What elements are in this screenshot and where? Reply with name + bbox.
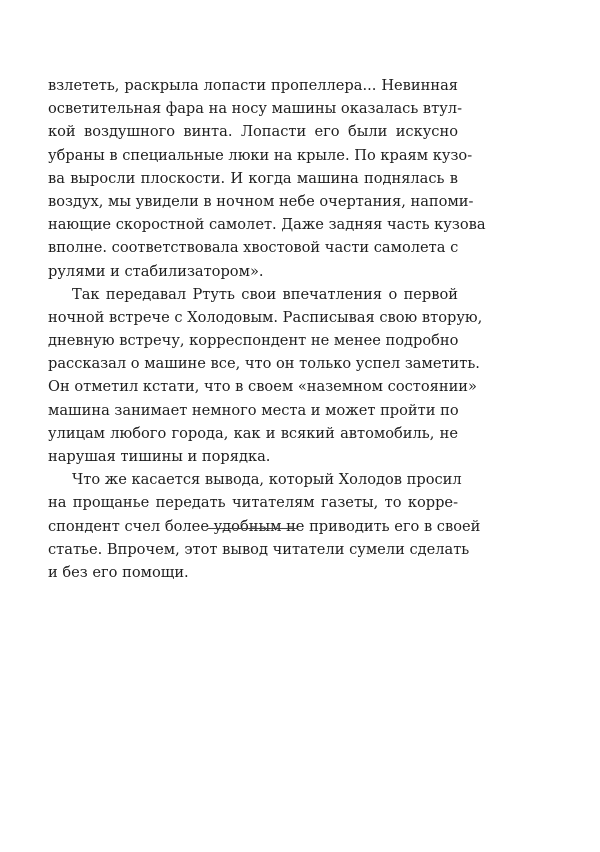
text-line: вполне. соответствовала хвостовой части самолета с	[48, 239, 459, 257]
text-line: дневную встречу, корреспондент не менее подробно	[48, 332, 459, 350]
text-line: машина занимает немного места и может пройти по	[48, 401, 459, 419]
text-line: Что же касается вывода, который Холодов просил	[72, 471, 462, 489]
text-line: и без его помощи.	[48, 563, 189, 581]
text-line: взлететь, раскрыла лопасти пропеллера... Невинная	[48, 77, 458, 94]
text-line: воздух, мы увидели в ночном небе очертания, напоми-	[48, 192, 474, 210]
text-line: рулями и стабилизатором».	[48, 262, 264, 280]
text-line: Он отметил кстати, что в своем «наземном состоянии»	[48, 378, 477, 396]
text-line: рассказал о машине все, что он только успел заметить.	[48, 355, 480, 373]
text-line: осветительная фара на носу машины оказалась втул-	[48, 100, 462, 118]
page-text	[48, 74, 486, 584]
text-line: спондент счел более удобным не приводить его в своей	[48, 517, 481, 535]
paragraph-1	[48, 74, 486, 283]
text-line: кой воздушного винта. Лопасти его были искусно	[48, 123, 458, 141]
text-line: Так передавал Ртуть свои впечатления о первой	[72, 285, 458, 303]
text-line: статье. Впрочем, этот вывод читатели сумели сделать	[48, 540, 470, 558]
text-line: убраны в специальные люки на крыле. По краям кузо-	[48, 146, 473, 164]
text-line: ночной встрече с Холодовым. Расписывая свою вторую,	[48, 308, 483, 326]
text-line: нарушая тишины и порядка.	[48, 448, 271, 465]
text-line: на прощанье передать читателям газеты, то корре-	[48, 494, 458, 512]
paragraph-3	[48, 468, 481, 584]
text-line: улицам любого города, как и всякий автомобиль, не	[48, 424, 458, 442]
text-line: нающие скоростной самолет. Даже задняя часть кузова	[48, 216, 486, 234]
paragraph-2	[48, 283, 483, 469]
section-divider	[208, 528, 298, 529]
text-line: ва выросли плоскости. И когда машина поднялась в	[48, 169, 458, 187]
